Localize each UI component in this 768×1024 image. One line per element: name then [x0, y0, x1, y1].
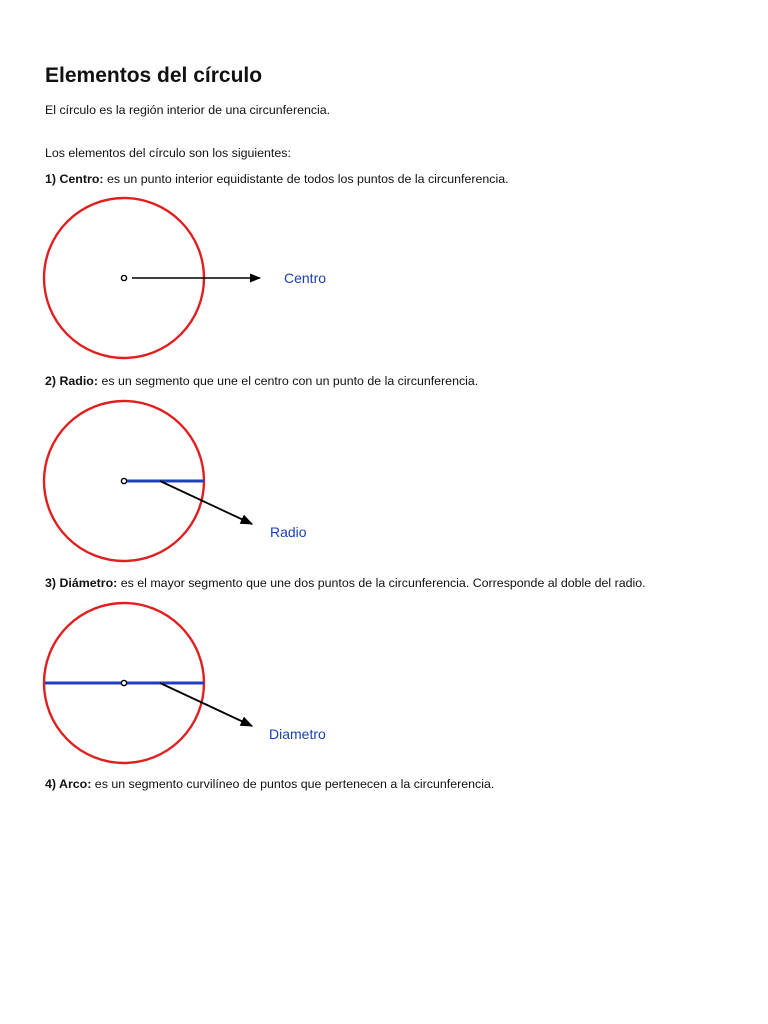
page-title: Elementos del círculo: [45, 64, 263, 87]
element-definition: es un segmento curvilíneo de puntos que pertenecen a la circunferencia.: [91, 777, 495, 791]
element-centro-text: [45, 172, 509, 186]
radio-figure: [40, 396, 360, 568]
element-term: 4) Arco:: [45, 777, 92, 791]
element-radio-text: [45, 374, 478, 388]
pointer-arrow: [160, 683, 252, 726]
element-definition: es un segmento que une el centro con un punto de la circunferencia.: [98, 374, 479, 388]
list-intro-text: Los elementos del círculo son los siguientes:: [45, 146, 291, 160]
center-point: [121, 680, 126, 685]
center-point: [121, 275, 126, 280]
diametro-figure: [40, 598, 360, 770]
pointer-arrow: [160, 481, 252, 524]
centro-figure: [40, 192, 360, 364]
element-term: 2) Radio:: [45, 374, 99, 388]
intro-text: El círculo es la región interior de una circunferencia.: [45, 103, 331, 117]
centro-label: Centro: [284, 270, 327, 286]
radio-label: Radio: [270, 524, 307, 540]
element-term: 3) Diámetro:: [45, 576, 118, 590]
diametro-label: Diametro: [269, 726, 326, 742]
element-diametro-text: [45, 576, 646, 590]
element-definition: es un punto interior equidistante de todos los puntos de la circunferencia.: [103, 172, 509, 186]
element-term: 1) Centro:: [45, 172, 104, 186]
element-definition: es el mayor segmento que une dos puntos de la circunferencia. Corresponde al doble del radio.: [117, 576, 646, 590]
element-arco-text: [45, 777, 494, 791]
center-point: [121, 478, 126, 483]
